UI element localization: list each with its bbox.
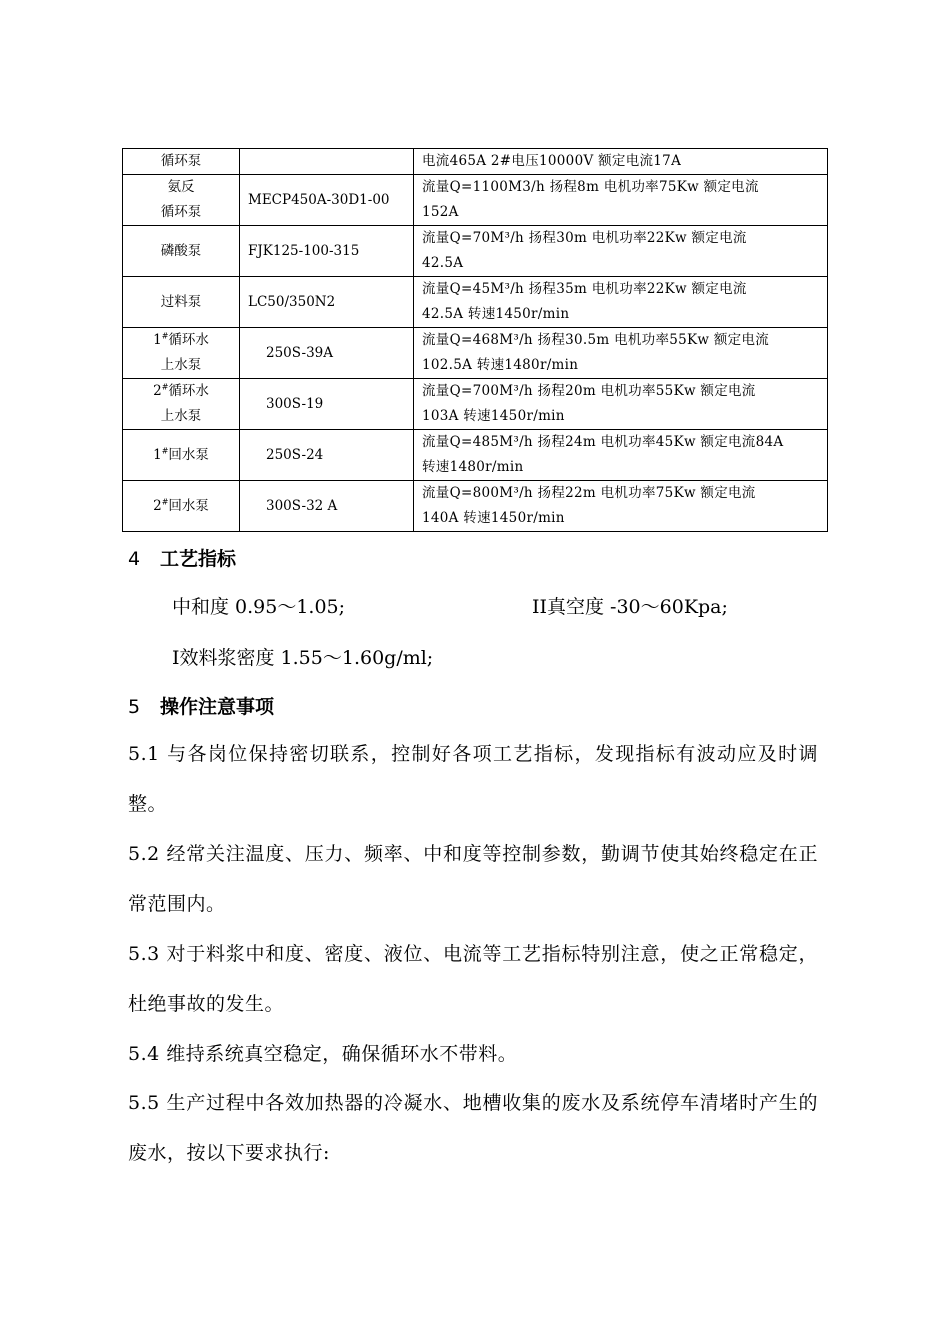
equipment-name: 过料泵	[123, 277, 240, 328]
table-row	[123, 277, 828, 328]
note-paragraph: 5.5 生产过程中各效加热器的冷凝水、地槽收集的废水及系统停车清堵时产生的废水，按以下要求执行:	[128, 1092, 818, 1164]
equipment-name: 2#循环水 上水泵	[123, 379, 240, 430]
spec-line: 流量Q=1100M3/h 扬程8m 电机功率75Kw 额定电流	[422, 179, 759, 195]
equipment-model: 250S-39A	[240, 328, 414, 379]
spec-line: 102.5A 转速1480r/min	[422, 357, 579, 373]
spec-line: 42.5A	[422, 255, 464, 271]
equipment-name: 磷酸泵	[123, 226, 240, 277]
spec-line: 电流465A 2#电压10000V 额定电流17A	[422, 153, 682, 169]
equipment-model: 250S-24	[240, 430, 414, 481]
equipment-table	[122, 148, 828, 532]
table-row	[123, 430, 828, 481]
spec-line: 流量Q=700M³/h 扬程20m 电机功率55Kw 额定电流	[422, 383, 756, 399]
section-number: 4	[128, 548, 141, 570]
equipment-name: 氨反 循环泵	[123, 175, 240, 226]
equipment-name: 2#回水泵	[123, 481, 240, 532]
spec-line: 流量Q=800M³/h 扬程22m 电机功率75Kw 额定电流	[422, 485, 756, 501]
table-row	[123, 328, 828, 379]
indicator-vacuum: II真空度 -30～60Kpa;	[532, 596, 728, 618]
equipment-spec	[414, 379, 828, 430]
section-number: 5	[128, 696, 141, 718]
equipment-spec	[414, 149, 828, 175]
note-paragraph: 5.1 与各岗位保持密切联系，控制好各项工艺指标，发现指标有波动应及时调整。	[128, 743, 818, 815]
table-row	[123, 226, 828, 277]
section-title: 工艺指标	[160, 548, 237, 570]
note-paragraph: 5.3 对于料浆中和度、密度、液位、电流等工艺指标特别注意，使之正常稳定，杜绝事故的发生。	[128, 943, 818, 1015]
table-row	[123, 379, 828, 430]
spec-line: 流量Q=70M³/h 扬程30m 电机功率22Kw 额定电流	[422, 230, 747, 246]
equipment-model: LC50/350N2	[240, 277, 414, 328]
table-row	[123, 481, 828, 532]
equipment-name: 1#回水泵	[123, 430, 240, 481]
table-row	[123, 175, 828, 226]
spec-line: 流量Q=468M³/h 扬程30.5m 电机功率55Kw 额定电流	[422, 332, 770, 348]
equipment-spec	[414, 430, 828, 481]
spec-line: 103A 转速1450r/min	[422, 408, 565, 424]
note-paragraph: 5.2 经常关注温度、压力、频率、中和度等控制参数，勤调节使其始终稳定在正常范围内。	[128, 843, 818, 915]
equipment-model: MECP450A-30D1-00	[240, 175, 414, 226]
spec-line: 42.5A 转速1450r/min	[422, 306, 570, 322]
section-4-heading	[128, 544, 236, 571]
equipment-spec	[414, 277, 828, 328]
equipment-spec	[414, 481, 828, 532]
spec-line: 140A 转速1450r/min	[422, 510, 565, 526]
equipment-spec	[414, 175, 828, 226]
note-paragraph: 5.4 维持系统真空稳定，确保循环水不带料。	[128, 1043, 518, 1065]
section-title: 操作注意事项	[160, 696, 275, 718]
indicator-density: I效料浆密度 1.55～1.60g/ml;	[172, 647, 434, 669]
spec-line: 转速1480r/min	[422, 459, 524, 475]
equipment-name: 1#循环水 上水泵	[123, 328, 240, 379]
spec-line: 流量Q=45M³/h 扬程35m 电机功率22Kw 额定电流	[422, 281, 747, 297]
equipment-model: 300S-19	[240, 379, 414, 430]
section-5-heading	[128, 692, 274, 719]
equipment-model: 300S-32 A	[240, 481, 414, 532]
equipment-name: 循环泵	[123, 149, 240, 175]
equipment-model	[240, 149, 414, 175]
spec-line: 152A	[422, 204, 459, 220]
equipment-model: FJK125-100-315	[240, 226, 414, 277]
equipment-spec	[414, 328, 828, 379]
equipment-spec	[414, 226, 828, 277]
indicator-neutralization: 中和度 0.95～1.05;	[172, 596, 346, 618]
spec-line: 流量Q=485M³/h 扬程24m 电机功率45Kw 额定电流84A	[422, 434, 784, 450]
table-row	[123, 149, 828, 175]
